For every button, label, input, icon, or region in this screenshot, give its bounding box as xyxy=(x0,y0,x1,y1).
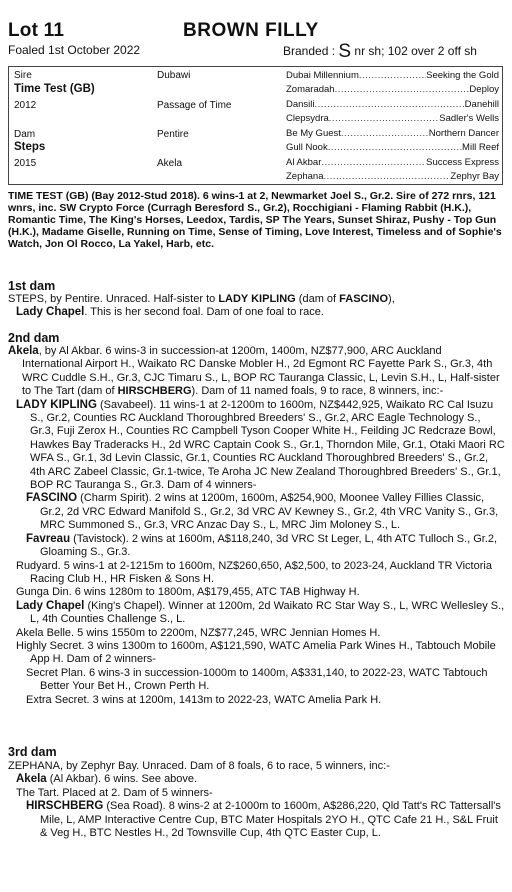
gg-right: Mill Reef xyxy=(462,142,499,153)
gg-row xyxy=(286,99,499,110)
gg-left: Zomaradah xyxy=(286,84,335,95)
gg-row xyxy=(286,70,499,81)
entry: Secret Plan. 6 wins-3 in succession-1000m to 1400m, A$331,140, to 2022-23, WATC Tabtouch Better Your Bet H., Crown Perth H. xyxy=(26,666,488,693)
gg-row xyxy=(286,171,499,182)
entry: Akela Belle. 5 wins 1550m to 2200m, NZ$77,245, WRC Jennian Homes H. xyxy=(16,626,381,639)
leader-dots xyxy=(335,84,470,95)
dam-name: Steps xyxy=(14,141,46,153)
lot-number: Lot 11 xyxy=(8,20,65,41)
gg-right: Seeking the Gold xyxy=(426,70,499,81)
gg-row xyxy=(286,128,499,139)
leader-dots xyxy=(329,113,440,124)
leader-dots xyxy=(321,157,426,168)
entry xyxy=(8,800,505,840)
leader-dots xyxy=(341,128,429,139)
third-dam-text xyxy=(8,760,505,840)
gg-right: Northern Dancer xyxy=(428,128,499,139)
text: (King's Chapel). Winner at 1200m, 2d Waikato RC Star Way S., L, WRC Wellesley S., L, 4th Counties Challenge S., L. xyxy=(30,599,505,626)
entry xyxy=(8,345,505,399)
bold-name: Lady Chapel xyxy=(16,306,85,319)
entry: ZEPHANA, by Zephyr Bay. Unraced. Dam of 8 foals, 6 to race, 5 winners, inc:- xyxy=(8,760,390,772)
horse-title: BROWN FILLY xyxy=(183,20,319,41)
brand-mark: S xyxy=(338,41,352,62)
sire-summary: TIME TEST (GB) (Bay 2012-Stud 2018). 6 wins-1 at 2, Newmarket Joel S., Gr.2. Sire of 272 rnrs, 121 wnrs, inc. SW Crypto Force (Curragh Beresford S., Gr.2), Rocchigiani - Flaming Rabbit (H.K.), Romantic Time, The King's Horses, Leedox, Tardis, SP The Years, Sunset Shiraz, Pushy - Top Gun (H.K.), Madame Giselle, Running on Time, Sense of Timing, Love Interest, Timeless and of Sophie's Watch, Jon Ol Rocco, La Yakel, Harb, etc. xyxy=(8,190,502,250)
first-dam-text xyxy=(8,293,505,320)
dam-sire: Pentire xyxy=(157,129,189,140)
entry xyxy=(8,399,505,493)
gg-left: Dansili xyxy=(286,99,315,110)
branded-suffix: nr sh; 102 over 2 off sh xyxy=(351,44,477,58)
gg-row xyxy=(286,142,499,153)
bold-name: HIRSCHBERG xyxy=(117,385,192,398)
catalogue-header xyxy=(0,0,512,66)
text: STEPS, by Pentire. Unraced. Half-sister to xyxy=(8,293,219,305)
gg-right: Danehill xyxy=(464,99,499,110)
gg-left: Be My Guest xyxy=(286,128,341,139)
entry: Gunga Din. 6 wins 1280m to 1800m, A$179,455, ATC TAB Highway H. xyxy=(16,586,360,599)
text: . This is her second foal. Dam of one foal to race. xyxy=(84,306,324,319)
bold-name: LADY KIPLING xyxy=(16,398,97,411)
leader-dots xyxy=(328,142,462,153)
gg-left: Zephana xyxy=(286,171,324,182)
entry: Extra Secret. 3 wins at 1200m, 1413m to 2022-23, WATC Amelia Park H. xyxy=(26,693,382,706)
dam-year: 2015 xyxy=(14,158,37,169)
bold-name: Lady Chapel xyxy=(16,599,85,612)
text: ). Dam of 11 named foals, 9 to race, 8 winners, inc:- xyxy=(191,385,444,398)
first-dam-para xyxy=(8,306,505,319)
gg-left: Al Akbar xyxy=(286,157,322,168)
gg-left: Gull Nook xyxy=(286,142,328,153)
entry xyxy=(8,533,505,560)
text: (Al Akbar). 6 wins. See above. xyxy=(46,773,198,786)
bold-name: Akela xyxy=(16,773,47,786)
leader-dots xyxy=(315,99,465,110)
bold-name: FASCINO xyxy=(339,293,389,305)
first-dam-para xyxy=(8,293,505,306)
gg-right: Deploy xyxy=(469,84,499,95)
entry xyxy=(8,492,505,532)
text: (Savabeel). 11 wins-1 at 2-1200m to 1600m, NZ$442,925, Waikato RC Cal Isuzu S., Gr.2, Counties RC Auckland Thoroughbred Breeders' S., Gr.2, ARC Eagle Technology S., Gr.3, Fuji Zerox H., Counties RC Campbell Tyson Cooper White H., Feilding JC Redcraze Bowl, Hawkes Bay Traderacks H., 2d WRC Captain Cook S., Gr.1, Thorndon Mile, Gr.1, Otaki Maori RC WFA S., Gr.1, 3d Levin Classic, Gr.1, Counties RC Auckland Thoroughbred Breeders' S., Gr.2, 4th ARC Zabeel Classic, Gr.1-twice, Te Aroha JC New Zealand Thoroughbred Breeders' S., Gr.1, BOP RC Tauranga S., Gr.3. Dam of 4 winners- xyxy=(30,398,505,492)
branded-info xyxy=(283,41,477,63)
leader-dots xyxy=(324,171,451,182)
pedigree-box xyxy=(8,66,503,185)
bold-name: Akela xyxy=(8,345,39,357)
gg-row xyxy=(286,84,499,95)
entry: The Tart. Placed at 2. Dam of 5 winners- xyxy=(16,786,213,799)
gg-left: Clepsydra xyxy=(286,113,329,124)
bold-name: LADY KIPLING xyxy=(218,293,296,305)
entry: Highly Secret. 3 wins 1300m to 1600m, A$121,590, WATC Amelia Park Wines H., Tabtouch Mobile App H. Dam of 2 winners- xyxy=(16,639,496,666)
text: ), xyxy=(388,293,395,305)
text: (Sea Road). 8 wins-2 at 2-1000m to 1600m, A$286,220, Qld Tatt's RC Tattersall's Mile, L, AMP Interactive Centre Cup, BTC Mater Hospitals 2YO H., QTC Cafe 21 H., S&L Fruit & Veg H., BTC Nestles H., 2d Townsville Cup, 4th QTC Easter Cup, L. xyxy=(40,800,501,840)
dam-dam: Akela xyxy=(157,158,183,169)
third-dam-heading: 3rd dam xyxy=(8,745,57,759)
text: (Tavistock). 2 wins at 1600m, A$118,240, 3d VRC St Leger, L, 4th ATC Tulloch S., Gr.2, Gloaming S., Gr.3. xyxy=(40,532,498,559)
sire-dam: Passage of Time xyxy=(157,100,232,111)
second-dam-heading: 2nd dam xyxy=(8,331,60,345)
text: , by Al Akbar. 6 wins-3 in succession-at 1200m, 1400m, NZ$77,900, ARC Auckland International Airport H., Waikato RC Danske Mobler H., 2d Egmont RC Fayette Park S., Gr.3, 4th WRC Cuddle S.H., Gr.3, CJC Timaru S., L, BOP RC Tauranga Classic, L, Levin S.H., L, Half-sister to The Tart (dam of xyxy=(22,345,500,398)
leader-dots xyxy=(359,70,426,81)
sire-name: Time Test (GB) xyxy=(14,83,95,95)
sire-year: 2012 xyxy=(14,100,37,111)
first-dam-heading: 1st dam xyxy=(8,279,56,293)
gg-left: Dubai Millennium xyxy=(286,70,359,81)
bold-name: Favreau xyxy=(26,532,71,545)
second-dam-text xyxy=(8,345,505,707)
sire-label: Sire xyxy=(14,70,32,81)
entry xyxy=(8,600,505,627)
dam-label: Dam xyxy=(14,129,36,140)
bold-name: HIRSCHBERG xyxy=(26,800,104,813)
bold-name: FASCINO xyxy=(26,492,78,505)
gg-row xyxy=(286,157,499,168)
gg-right: Success Express xyxy=(426,157,499,168)
text: (Charm Spirit). 2 wins at 1200m, 1600m, A$254,900, Moonee Valley Fillies Classic, Gr.2, 2d VRC Edward Manifold S., Gr.2, 3d VRC AV Kewney S., Gr.2, 4th VRC Vanity S., Gr.3, MRC Summoned S., Gr.3, VRC Anzac Day S., L, MRC Jim Moloney S., L. xyxy=(40,492,499,532)
gg-right: Zephyr Bay xyxy=(450,171,499,182)
gg-row xyxy=(286,113,499,124)
branded-prefix: Branded : xyxy=(283,44,339,58)
entry: Rudyard. 5 wins-1 at 2-1215m to 1600m, NZ$260,650, A$2,500, to 2023-24, Auckland TR Victoria Racing Club H., HR Fisken & Sons H. xyxy=(16,559,492,585)
text: (dam of xyxy=(295,293,340,305)
gg-right: Sadler's Wells xyxy=(439,113,499,124)
sire-sire: Dubawi xyxy=(157,70,191,81)
entry xyxy=(8,773,505,786)
foaled-date: Foaled 1st October 2022 xyxy=(8,43,141,57)
